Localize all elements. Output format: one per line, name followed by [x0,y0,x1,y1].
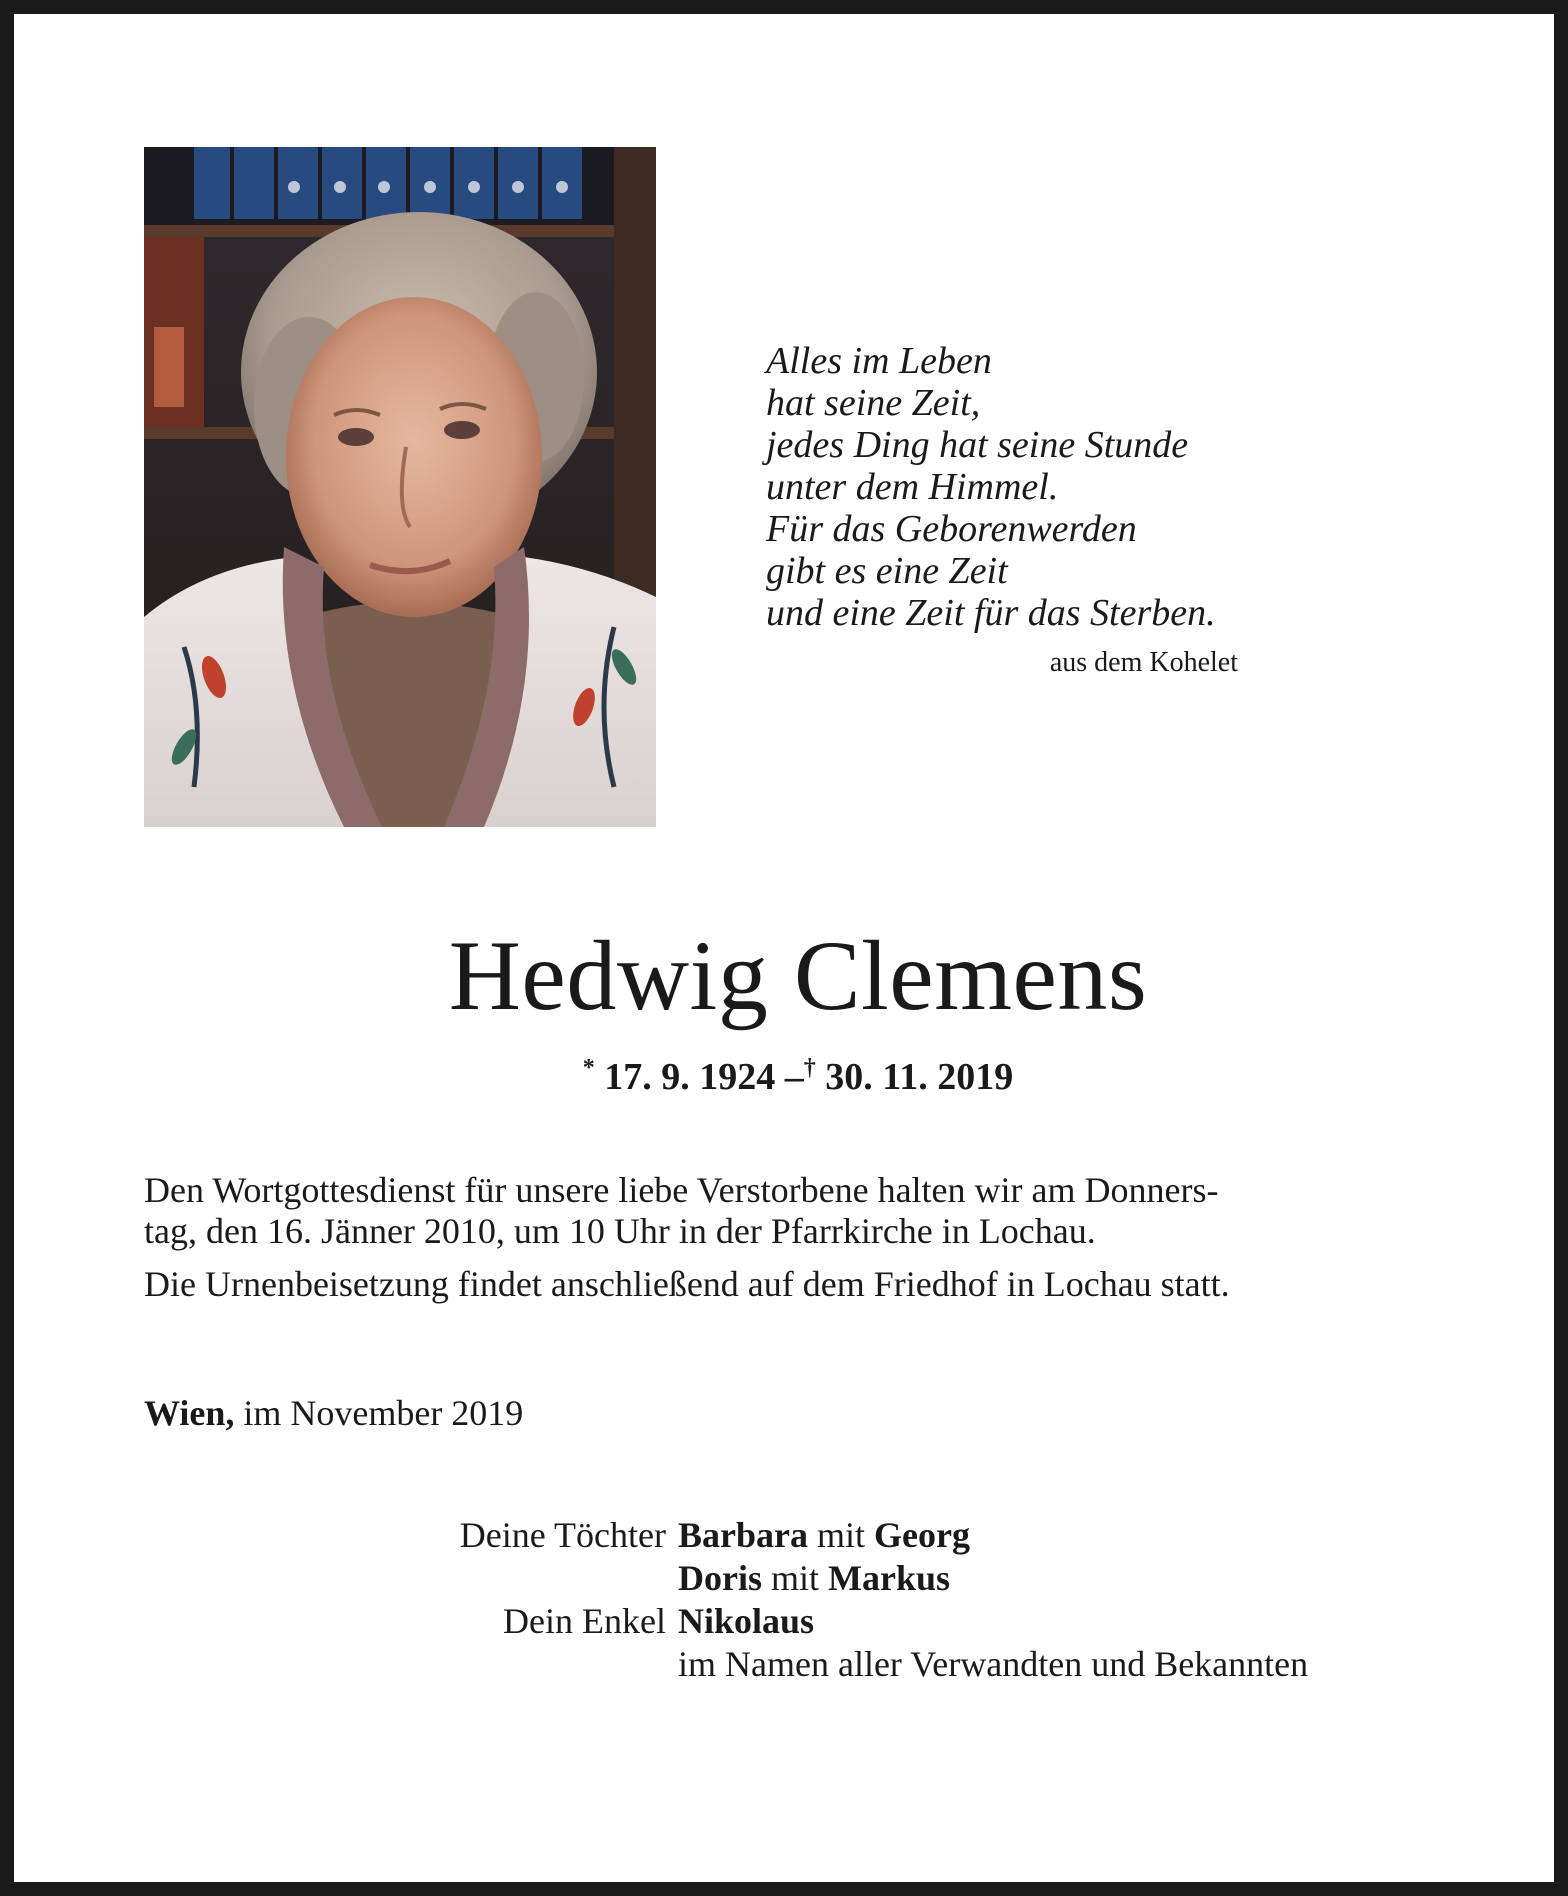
birth-date: 17. 9. 1924 [604,1056,776,1098]
mourner-names [678,1557,1464,1600]
closing-line: im Namen aller Verwandten und Bekannten [678,1644,1309,1684]
portrait-photo [144,147,656,827]
bible-quote [766,340,1286,634]
with-word: mit [817,1515,866,1555]
empty-label [144,1643,678,1686]
mourner-row [144,1557,1464,1600]
daughter-name: Doris [678,1558,762,1598]
with-word: mit [771,1558,820,1598]
mourner-names [678,1600,1464,1643]
partner-name: Markus [828,1558,951,1598]
mourner-names [678,1514,1464,1557]
place: Wien, [144,1393,235,1433]
deceased-name: Hedwig Clemens [448,920,1148,1031]
place-date [144,1392,523,1434]
quote-source: aus dem Kohelet [1049,647,1238,678]
empty-label [144,1557,678,1600]
announcement-line: tag, den 16. Jänner 2010, um 10 Uhr in der Pfarrkirche in Lochau. [144,1211,1096,1251]
life-dates [28,1046,1568,1099]
burial-announcement: Die Urnenbeisetzung findet anschließend auf dem Friedhof in Lochau statt. [144,1264,1230,1304]
portrait-illustration [144,147,656,827]
mourners-list [144,1514,1464,1686]
death-symbol: † [803,1055,816,1081]
quote-line: Alles im Leben [766,340,992,382]
quote-line: unter dem Himmel. [766,466,1059,508]
date-line: im November 2019 [243,1393,524,1433]
quote-line: jedes Ding hat seine Stunde [766,424,1189,466]
service-announcement [144,1170,1464,1305]
grandchild-name: Nikolaus [678,1601,815,1641]
birth-symbol: * [582,1055,595,1081]
death-date: 30. 11. 2019 [825,1056,1014,1098]
mourner-row [144,1514,1464,1557]
announcement-line: Den Wortgottesdienst für unsere liebe Verstorbene halten wir am Donners- [144,1170,1219,1210]
quote-line: und eine Zeit für das Sterben. [766,592,1216,634]
grandchild-label: Dein Enkel [503,1601,666,1641]
mourner-row [144,1643,1464,1686]
mourner-row [144,1600,1464,1643]
partner-name: Georg [874,1515,970,1555]
daughter-name: Barbara [678,1515,808,1555]
date-separator: – [784,1056,804,1098]
quote-line: hat seine Zeit, [766,382,981,424]
quote-line: Für das Geborenwerden [766,508,1137,550]
quote-line: gibt es eine Zeit [766,550,1008,592]
daughters-label: Deine Töchter [459,1515,666,1555]
